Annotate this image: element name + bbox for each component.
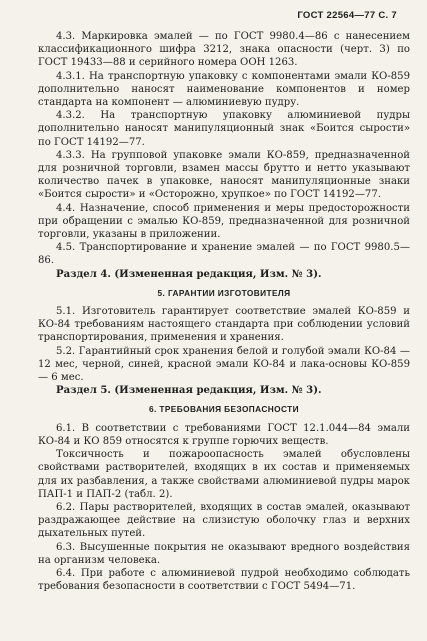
- section-5-amendment-note: Раздел 5. (Измененная редакция, Изм. № 3).: [56, 385, 322, 397]
- paragraph-4-3-3: 4.3.3. На групповой упаковке эмали КО-859, предназначенной для розничной торговли, взамен массы брутто и нетто указывают количество пачек в упаковке, наносят манипуляционные знаки «Боится сырости» и «Осторожно, хрупкое» по ГОСТ 14192—77.: [38, 149, 410, 201]
- paragraph-toxicity: Токсичность и пожароопасность эмалей обусловлены свойствами растворителей, входящих в их состав и применяемых для их разбавления, а также свойствами алюминиевой пудры марок ПАП-1 и ПАП-2 (табл. 2).: [38, 449, 410, 500]
- paragraph-4-5: 4.5. Транспортирование и хранение эмалей — по ГОСТ 9980.5—86.: [38, 242, 410, 267]
- page-header: ГОСТ 22564—77 С. 7: [297, 10, 397, 21]
- paragraph-6-1: 6.1. В соответствии с требованиями ГОСТ 12.1.044—84 эмали КО-84 и КО 859 относятся к группе горючих веществ.: [38, 422, 410, 447]
- section-heading-6: 6. ТРЕБОВАНИЯ БЕЗОПАСНОСТИ: [148, 404, 299, 415]
- document-body: [38, 30, 410, 593]
- section-4-amendment-note: Раздел 4. (Измененная редакция, Изм. № 3).: [56, 268, 322, 280]
- paragraph-4-3: 4.3. Маркировка эмалей — по ГОСТ 9980.4—86 с нанесением классификационного шифра 3212, знака опасности (черт. 3) по ГОСТ 19433—88 и серийного номера ООН 1263.: [38, 31, 410, 69]
- paragraph-5-2: 5.2. Гарантийный срок хранения белой и голубой эмали КО-84 — 12 мес, черной, синей, красной эмали КО-84 и лака-основы КО-859 — 6 мес.: [38, 345, 410, 384]
- paragraph-4-4: 4.4. Назначение, способ применения и меры предосторожности при обращении с эмалью КО-859, предназначенной для розничной торговли, указаны в приложении.: [38, 202, 410, 241]
- section-heading-5: 5. ГАРАНТИИ ИЗГОТОВИТЕЛЯ: [157, 287, 291, 298]
- paragraph-6-2: 6.2. Пары растворителей, входящих в состав эмалей, оказывают раздражающее действие на слизистую оболочку глаз и верхних дыхательных путей.: [38, 501, 410, 540]
- paragraph-4-3-1: 4.3.1. На транспортную упаковку с компонентами эмали КО-859 дополнительно наносят наименование компонентов и номер стандарта на компонент — алюминиевую пудру.: [38, 70, 410, 109]
- paragraph-6-4: 6.4. При работе с алюминиевой пудрой необходимо соблюдать требования безопасности в соответствии с ГОСТ 5494—71.: [38, 567, 410, 593]
- paragraph-5-1: 5.1. Изготовитель гарантирует соответствие эмалей КО-859 и КО-84 требованиям настоящего стандарта при соблюдении условий транспортирования, применения и хранения.: [38, 306, 410, 344]
- paragraph-6-3: 6.3. Высушенные покрытия не оказывают вредного воздействия на организм человека.: [38, 541, 410, 566]
- paragraph-4-3-2: 4.3.2. На транспортную упаковку алюминиевой пудры дополнительно наносят манипуляционный знак «Боится сырости» по ГОСТ 14192—77.: [38, 110, 410, 148]
